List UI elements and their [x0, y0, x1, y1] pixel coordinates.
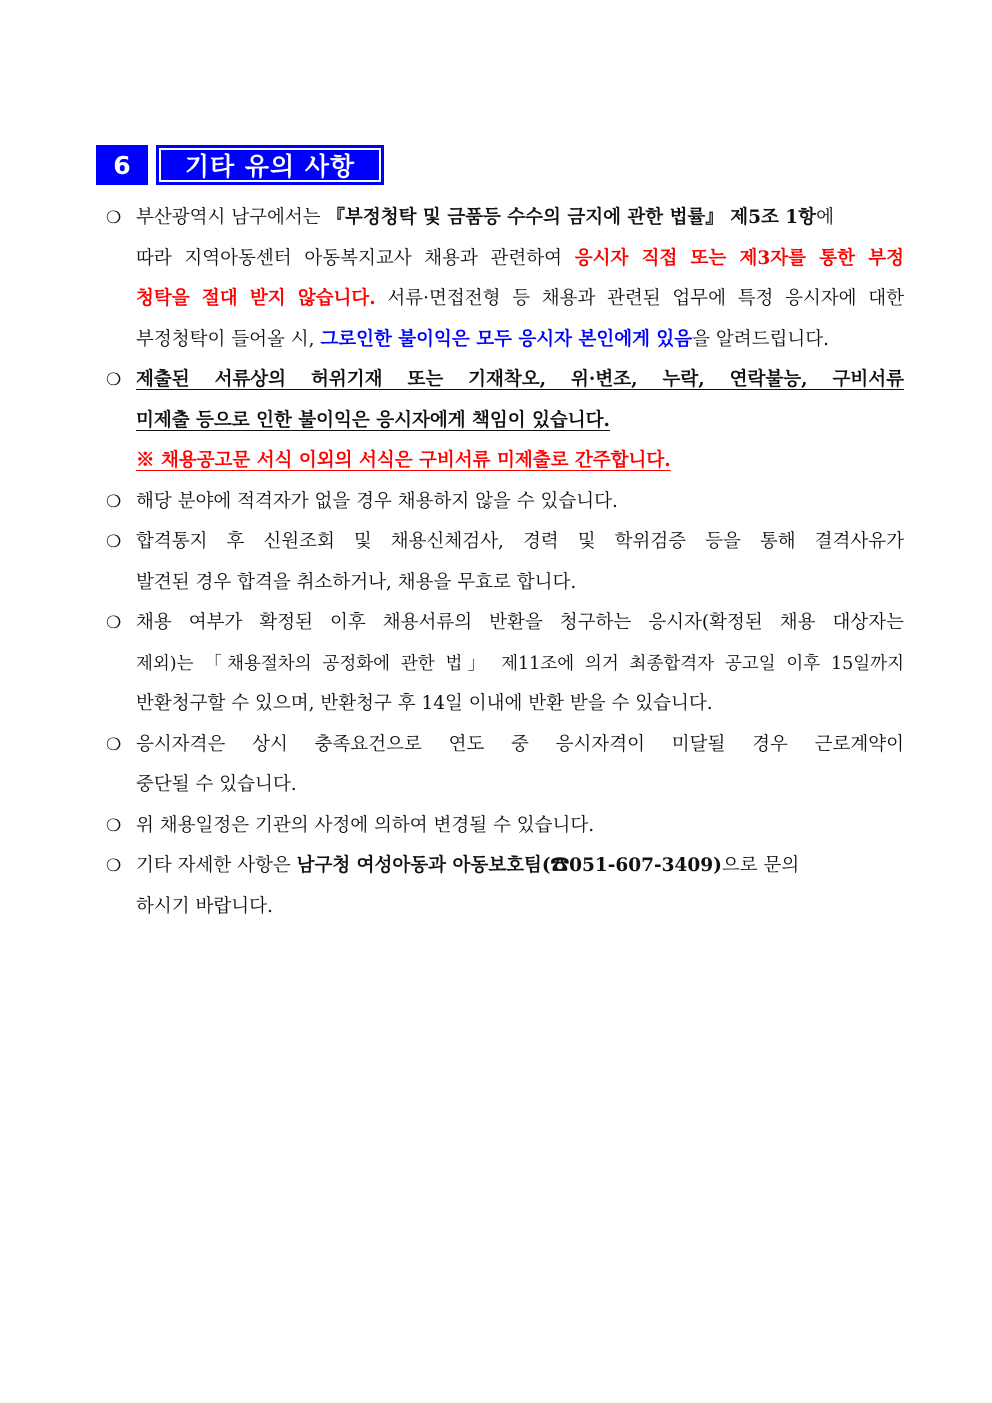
bullet-icon: ❍ [106, 208, 122, 228]
text-line [136, 846, 904, 887]
text: 을 알려드립니다. [692, 328, 829, 350]
text: 서류·면접전형 등 채용과 관련된 업무에 특정 응시자에 대한 [375, 288, 904, 309]
text-line: 반환청구할 수 있으며, 반환청구 후 14일 이내에 반환 받을 수 있습니다. [136, 693, 713, 714]
emphasis-text: 미제출 등으로 인한 불이익은 응시자에게 책임이 있습니다. [136, 409, 610, 431]
bullet-icon: ❍ [106, 815, 122, 836]
text-line [136, 239, 904, 280]
list-item [104, 846, 904, 927]
warning-text: 응시자 직접 또는 제3자를 통한 부정 [574, 247, 904, 269]
text: 따라 지역아동센터 아동복지교사 채용과 관련하여 [136, 247, 575, 269]
text-line: 발견된 경우 합격을 취소하거나, 채용을 무효로 합니다. [136, 571, 577, 593]
section-number: 6 [96, 145, 148, 185]
bullet-icon: ❍ [106, 370, 122, 390]
list-item [104, 482, 904, 523]
list-item [104, 603, 904, 725]
text-line: 해당 분야에 적격자가 없을 경우 채용하지 않을 수 있습니다. [136, 490, 618, 512]
note-text: ※ 채용공고문 서식 이외의 서식은 구비서류 미제출로 간주합니다. [136, 450, 671, 471]
list-item [104, 360, 904, 482]
emphasis-text: 그로인한 불이익은 모두 응시자 본인에게 있음 [320, 328, 693, 350]
text-line: 하시기 바랍니다. [136, 895, 273, 917]
section-title: 기타 유의 사항 [156, 145, 384, 185]
text-line [136, 441, 904, 482]
text: 부산광역시 남구에서는 [136, 207, 327, 228]
text-line: 합격통지 후 신원조회 및 채용신체검사, 경력 및 학위검증 등을 통해 결격사유가 [136, 531, 904, 552]
list-item [104, 806, 904, 847]
list-item [104, 198, 904, 360]
warning-text: 청탁을 절대 받지 않습니다. [136, 288, 376, 309]
bullet-icon: ❍ [106, 491, 122, 512]
text-line [136, 198, 904, 239]
text-line: 응시자격은 상시 충족요건으로 연도 중 응시자격이 미달될 경우 근로계약이 [136, 733, 904, 755]
bullet-icon: ❍ [106, 613, 122, 633]
list-item [104, 522, 904, 603]
bullet-icon: ❍ [106, 532, 122, 552]
list-item [104, 725, 904, 806]
bullet-icon: ❍ [106, 734, 122, 755]
text-line: 중단될 수 있습니다. [136, 774, 297, 795]
notice-list [104, 198, 904, 927]
text: 으로 문의 [721, 855, 800, 876]
text-line: 위 채용일정은 기관의 사정에 의하여 변경될 수 있습니다. [136, 814, 595, 836]
law-name: 『부정청탁 및 금품등 수수의 금지에 관한 법률』 제5조 1항 [326, 207, 817, 228]
text-line [136, 320, 904, 361]
text-line [136, 279, 904, 320]
text-line [136, 401, 904, 442]
text-line: 제외)는 「채용절차의 공정화에 관한 법」 제11조에 의거 최종합격자 공고일 이후 15일까지 [136, 653, 904, 674]
bullet-icon: ❍ [106, 856, 122, 876]
contact-info: 남구청 여성아동과 아동보호팀(☎051-607-3409) [296, 855, 722, 876]
text-line: 제출된 서류상의 허위기재 또는 기재착오, 위·변조, 누락, 연락불능, 구비서류 [136, 369, 904, 390]
text-line: 채용 여부가 확정된 이후 채용서류의 반환을 청구하는 응시자(확정된 채용 대상자는 [136, 612, 904, 633]
text: 에 [816, 207, 834, 228]
text: 부정청탁이 들어올 시, [136, 328, 321, 350]
section-heading [96, 145, 384, 185]
text: 기타 자세한 사항은 [136, 855, 297, 876]
